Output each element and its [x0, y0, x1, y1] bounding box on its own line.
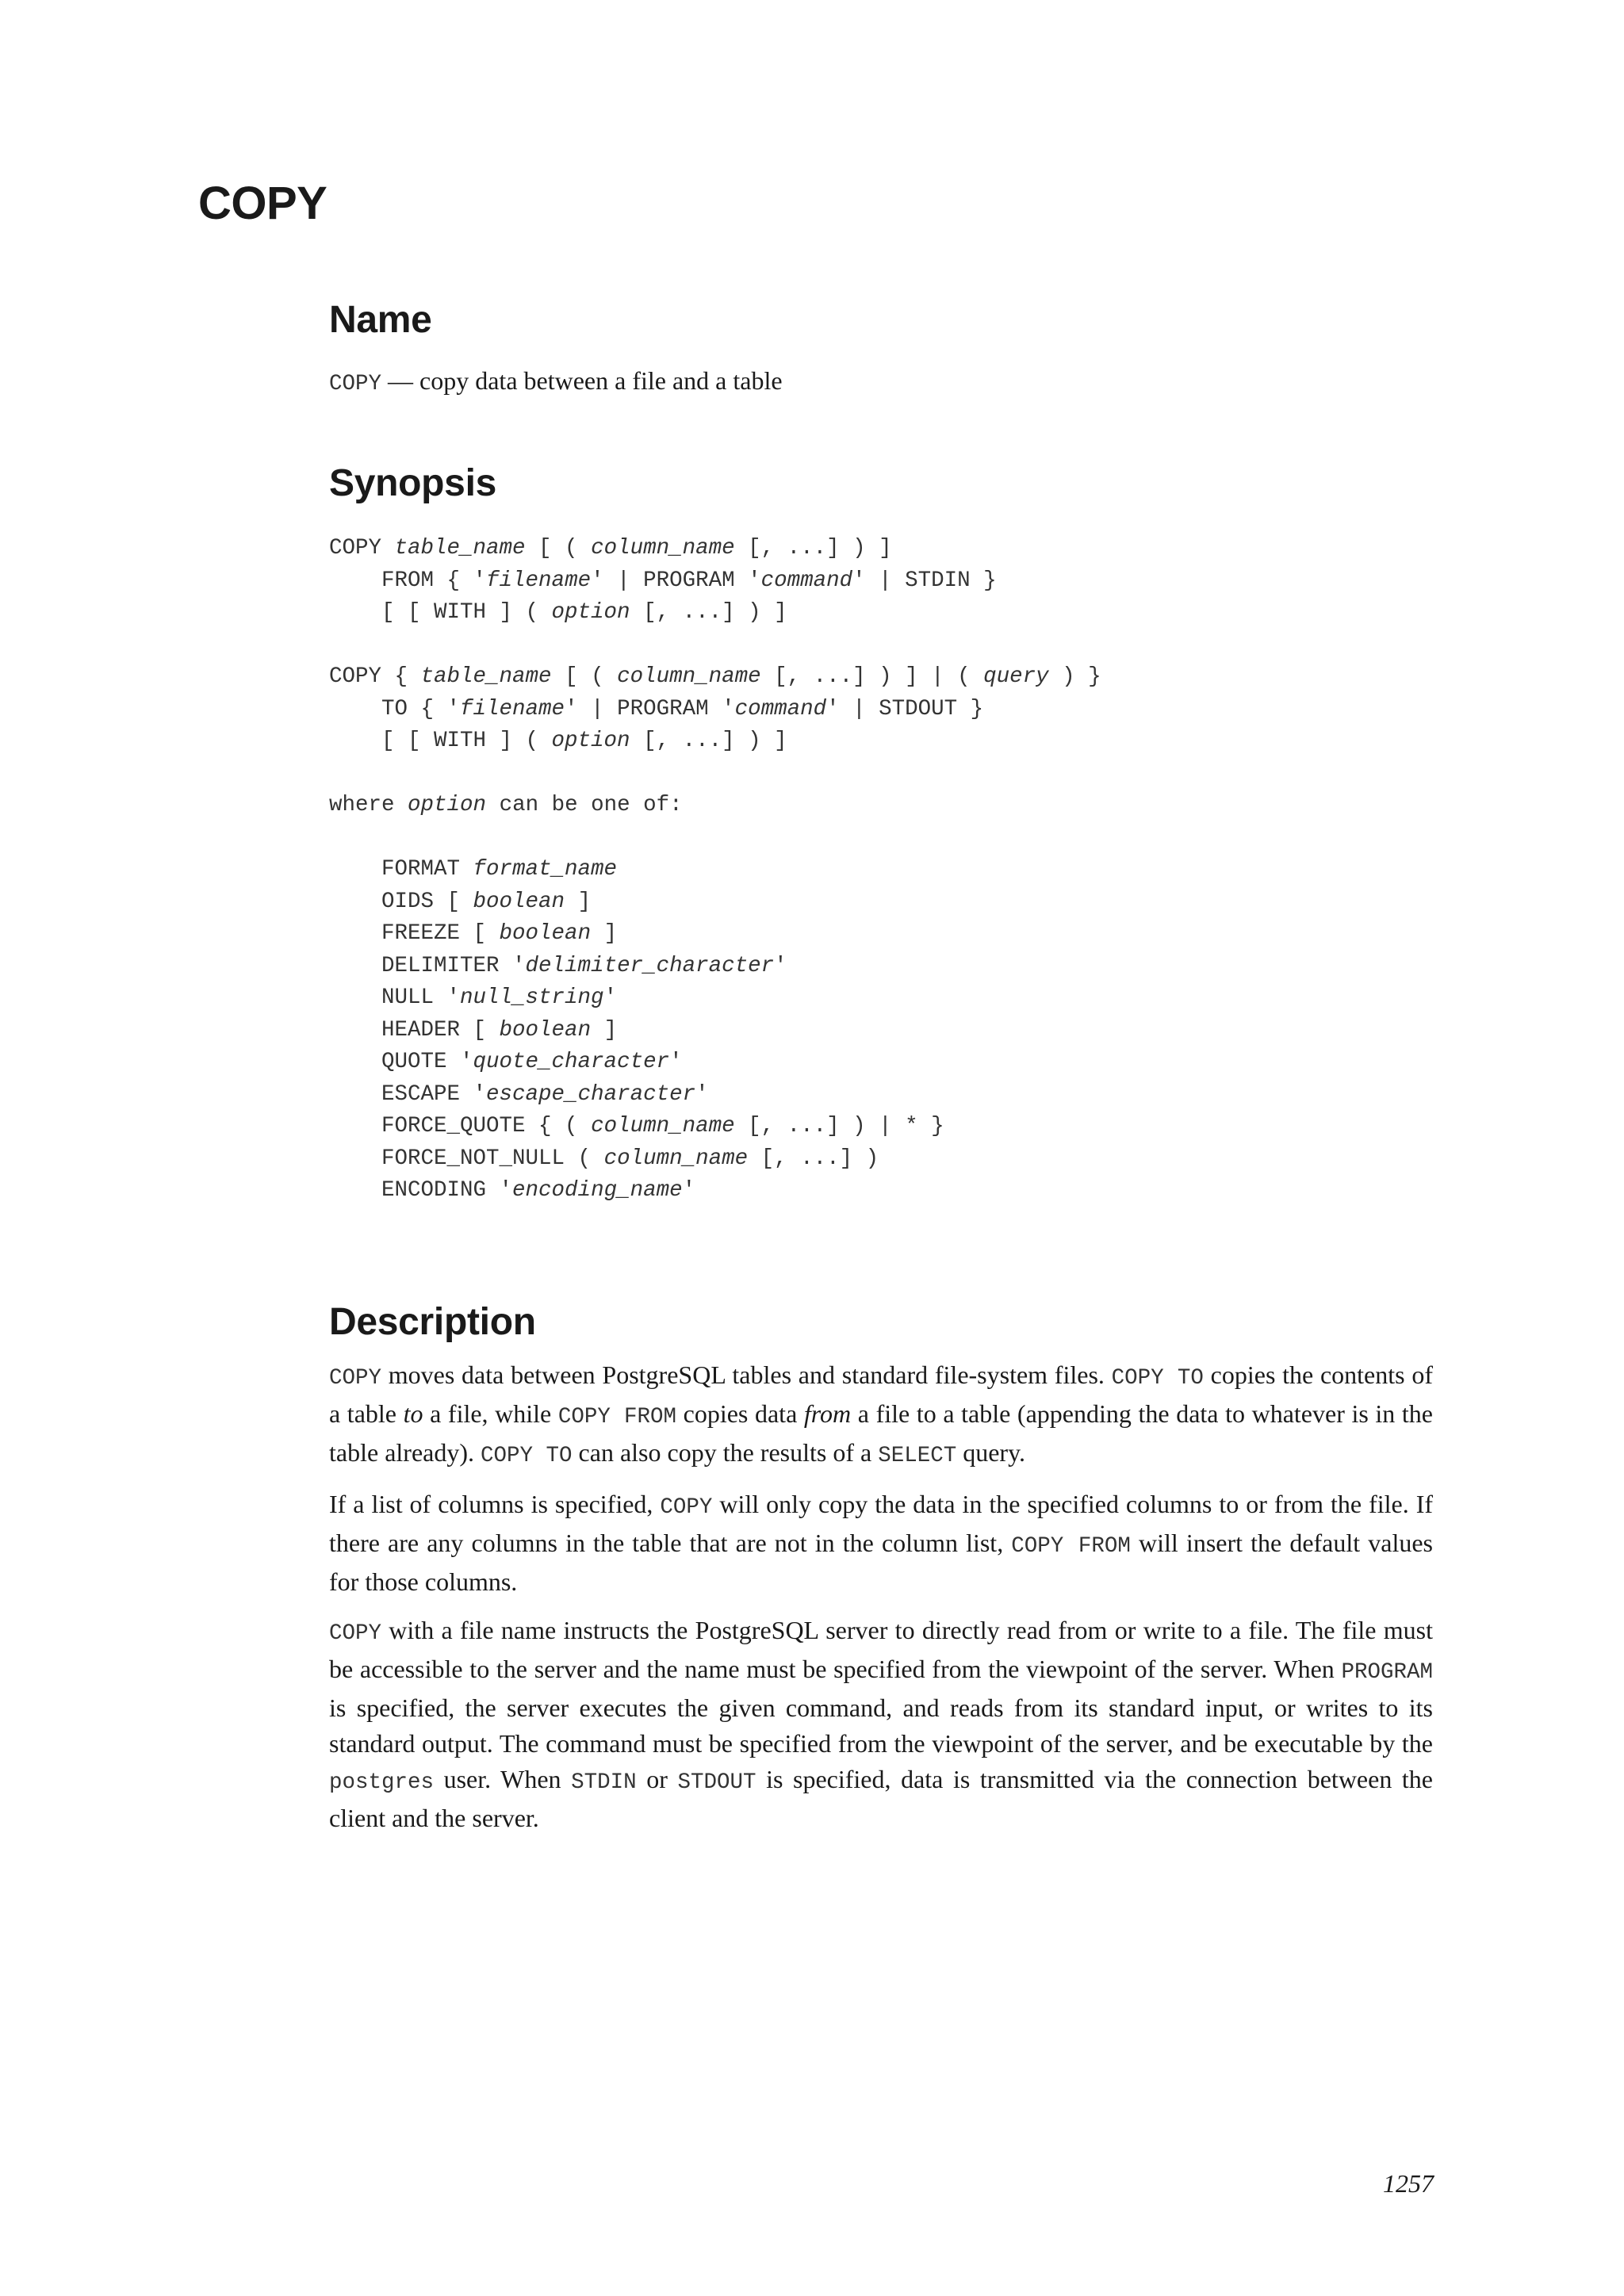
paragraph-text: a file to a table (appending the data to whatever is in the table already). [329, 1399, 1434, 1467]
paragraph-text: or [636, 1765, 678, 1793]
synopsis-keyword-text: where [329, 793, 408, 817]
inline-code: COPY FROM [557, 1405, 677, 1429]
synopsis-keyword-text: ' | PROGRAM ' [565, 696, 735, 721]
inline-code: SELECT [878, 1444, 957, 1468]
synopsis-placeholder: boolean [499, 1017, 592, 1043]
synopsis-placeholder: command [734, 696, 827, 721]
synopsis-placeholder: option [551, 600, 630, 625]
synopsis-placeholder: escape_character [486, 1081, 696, 1107]
synopsis-keyword-text: ENCODING ' [329, 1178, 513, 1203]
synopsis-placeholder: filename [486, 568, 592, 593]
synopsis-placeholder: boolean [499, 921, 592, 946]
emphasis-text: to [403, 1399, 423, 1428]
paragraph-text: query. [956, 1438, 1025, 1467]
synopsis-keyword-text: DELIMITER ' [329, 953, 526, 978]
paragraph-text: If a list of columns is specified, [329, 1490, 661, 1518]
synopsis-keyword-text: ' [682, 1178, 696, 1203]
inline-code: COPY [329, 1366, 382, 1391]
synopsis-code-block [329, 533, 1101, 1207]
synopsis-line [329, 1082, 709, 1107]
description-paragraph [329, 1357, 1433, 1474]
name-summary [329, 363, 783, 402]
synopsis-placeholder: option [551, 729, 630, 753]
synopsis-line [329, 857, 617, 882]
description-paragraph [329, 1613, 1433, 1836]
paragraph-text: is specified, the server executes the given command, and reads from its standard input, or writes to its standard output. The command must be specified from the viewpoint of the server, and be executable by the [329, 1693, 1433, 1758]
synopsis-line [329, 664, 1101, 689]
emphasis-text: from [803, 1399, 852, 1428]
paragraph-text: a file, while [423, 1399, 558, 1428]
inline-code: COPY FROM [1011, 1534, 1131, 1559]
synopsis-keyword-text: ' | PROGRAM ' [591, 568, 761, 593]
synopsis-keyword-text: ' | STDIN } [852, 568, 997, 593]
synopsis-keyword-text: ] [591, 921, 618, 946]
synopsis-line [329, 921, 617, 946]
synopsis-keyword-text: FORCE_NOT_NULL ( [329, 1146, 604, 1171]
synopsis-keyword-text: FREEZE [ [329, 921, 500, 946]
synopsis-line [329, 568, 997, 593]
synopsis-keyword-text: NULL ' [329, 985, 461, 1010]
synopsis-placeholder: filename [460, 696, 565, 721]
synopsis-keyword-text: [, ...] ) [748, 1146, 879, 1171]
synopsis-line [329, 890, 591, 914]
synopsis-keyword-text: FROM { ' [329, 568, 487, 593]
synopsis-line [329, 536, 892, 561]
paragraph-text: is specified, data is transmitted via the connection between the client and the server. [329, 1765, 1434, 1832]
synopsis-placeholder: command [760, 568, 853, 593]
description-paragraph [329, 1487, 1433, 1600]
synopsis-keyword-text: ] [565, 889, 592, 914]
paragraph-text: moves data between PostgreSQL tables and standard file-system files. [381, 1360, 1112, 1389]
synopsis-line [329, 1178, 695, 1203]
paragraph-text: copies the contents of a table [329, 1360, 1433, 1428]
page-title: COPY [198, 178, 327, 229]
synopsis-placeholder: quote_character [473, 1050, 670, 1074]
page-number: 1257 [1383, 2169, 1434, 2198]
synopsis-keyword-text: ' | STDOUT } [826, 696, 984, 721]
paragraph-text: user. When [434, 1765, 572, 1793]
synopsis-keyword-text: [ [ WITH ] ( [329, 729, 552, 753]
synopsis-line [329, 954, 787, 978]
synopsis-placeholder: delimiter_character [525, 953, 775, 978]
synopsis-keyword-text: ' [774, 953, 787, 978]
synopsis-keyword-text: [, ...] ) | * } [734, 1114, 944, 1138]
inline-code: STDOUT [677, 1770, 756, 1795]
synopsis-keyword-text: ) } [1048, 664, 1101, 689]
synopsis-keyword-text: [, ...] ) ] [630, 729, 787, 753]
synopsis-keyword-text: ' [695, 1081, 709, 1107]
synopsis-keyword-text: QUOTE ' [329, 1050, 473, 1074]
synopsis-heading: Synopsis [329, 462, 496, 504]
synopsis-line [329, 600, 787, 625]
synopsis-placeholder: boolean [473, 889, 565, 914]
synopsis-line [329, 697, 983, 721]
synopsis-placeholder: column_name [591, 1114, 735, 1138]
synopsis-placeholder: table_name [394, 536, 526, 561]
paragraph-text: can also copy the results of a [572, 1438, 879, 1467]
paragraph-text: will only copy the data in the specified columns to or from the file. If there are any columns in the table that are not in the column list, [329, 1490, 1434, 1557]
synopsis-line [329, 1114, 944, 1138]
inline-code: PROGRAM [1341, 1660, 1433, 1685]
paragraph-text: with a file name instructs the PostgreSQL server to directly read from or write to a file. The file must be accessible to the server and the name must be specified from the viewpoint of the server. When [329, 1616, 1433, 1683]
synopsis-placeholder: option [408, 793, 487, 817]
synopsis-placeholder: encoding_name [512, 1178, 683, 1203]
inline-code: COPY [660, 1495, 713, 1520]
name-summary-text: — copy data between a file and a table [381, 366, 783, 395]
synopsis-keyword-text: ] [591, 1017, 618, 1043]
inline-code: COPY TO [481, 1444, 573, 1468]
paragraph-text: will insert the default values for those columns. [329, 1529, 1434, 1596]
inline-code: STDIN [571, 1770, 637, 1795]
synopsis-keyword-text: ESCAPE ' [329, 1081, 487, 1107]
synopsis-line [329, 985, 617, 1010]
inline-code: COPY TO [1111, 1366, 1204, 1391]
synopsis-keyword-text: COPY { [329, 664, 421, 689]
synopsis-keyword-text: [, ...] ) ] | ( [760, 664, 984, 689]
inline-code: postgres [329, 1770, 435, 1795]
synopsis-keyword-text: [ ( [551, 664, 618, 689]
synopsis-keyword-text: [ [ WITH ] ( [329, 600, 552, 625]
synopsis-keyword-text: [, ...] ) ] [630, 600, 787, 625]
synopsis-keyword-text: can be one of: [486, 793, 683, 817]
synopsis-placeholder: column_name [617, 664, 761, 689]
name-heading: Name [329, 299, 432, 341]
paragraph-text: copies data [676, 1399, 804, 1428]
synopsis-line [329, 729, 787, 753]
synopsis-keyword-text: COPY [329, 536, 395, 561]
synopsis-keyword-text: FORCE_QUOTE { ( [329, 1114, 592, 1138]
synopsis-placeholder: column_name [603, 1146, 749, 1171]
synopsis-line [329, 1018, 617, 1043]
synopsis-keyword-text: ' [603, 985, 618, 1010]
name-command: COPY [329, 372, 382, 396]
synopsis-placeholder: column_name [591, 536, 735, 561]
synopsis-line [329, 1146, 879, 1171]
synopsis-keyword-text: FORMAT [329, 857, 473, 882]
synopsis-placeholder: format_name [473, 857, 618, 882]
description-heading: Description [329, 1301, 536, 1343]
description-body [329, 1357, 1433, 1849]
inline-code: COPY [329, 1621, 382, 1646]
synopsis-placeholder: table_name [420, 664, 552, 689]
synopsis-line [329, 1050, 683, 1074]
synopsis-keyword-text: [, ...] ) ] [734, 536, 892, 561]
synopsis-keyword-text: TO { ' [329, 696, 461, 721]
synopsis-line [329, 793, 683, 817]
synopsis-placeholder: null_string [460, 985, 604, 1010]
synopsis-keyword-text: HEADER [ [329, 1017, 500, 1043]
synopsis-placeholder: query [983, 664, 1049, 689]
synopsis-keyword-text: ' [669, 1050, 683, 1074]
synopsis-keyword-text: [ ( [525, 536, 592, 561]
synopsis-keyword-text: OIDS [ [329, 889, 473, 914]
